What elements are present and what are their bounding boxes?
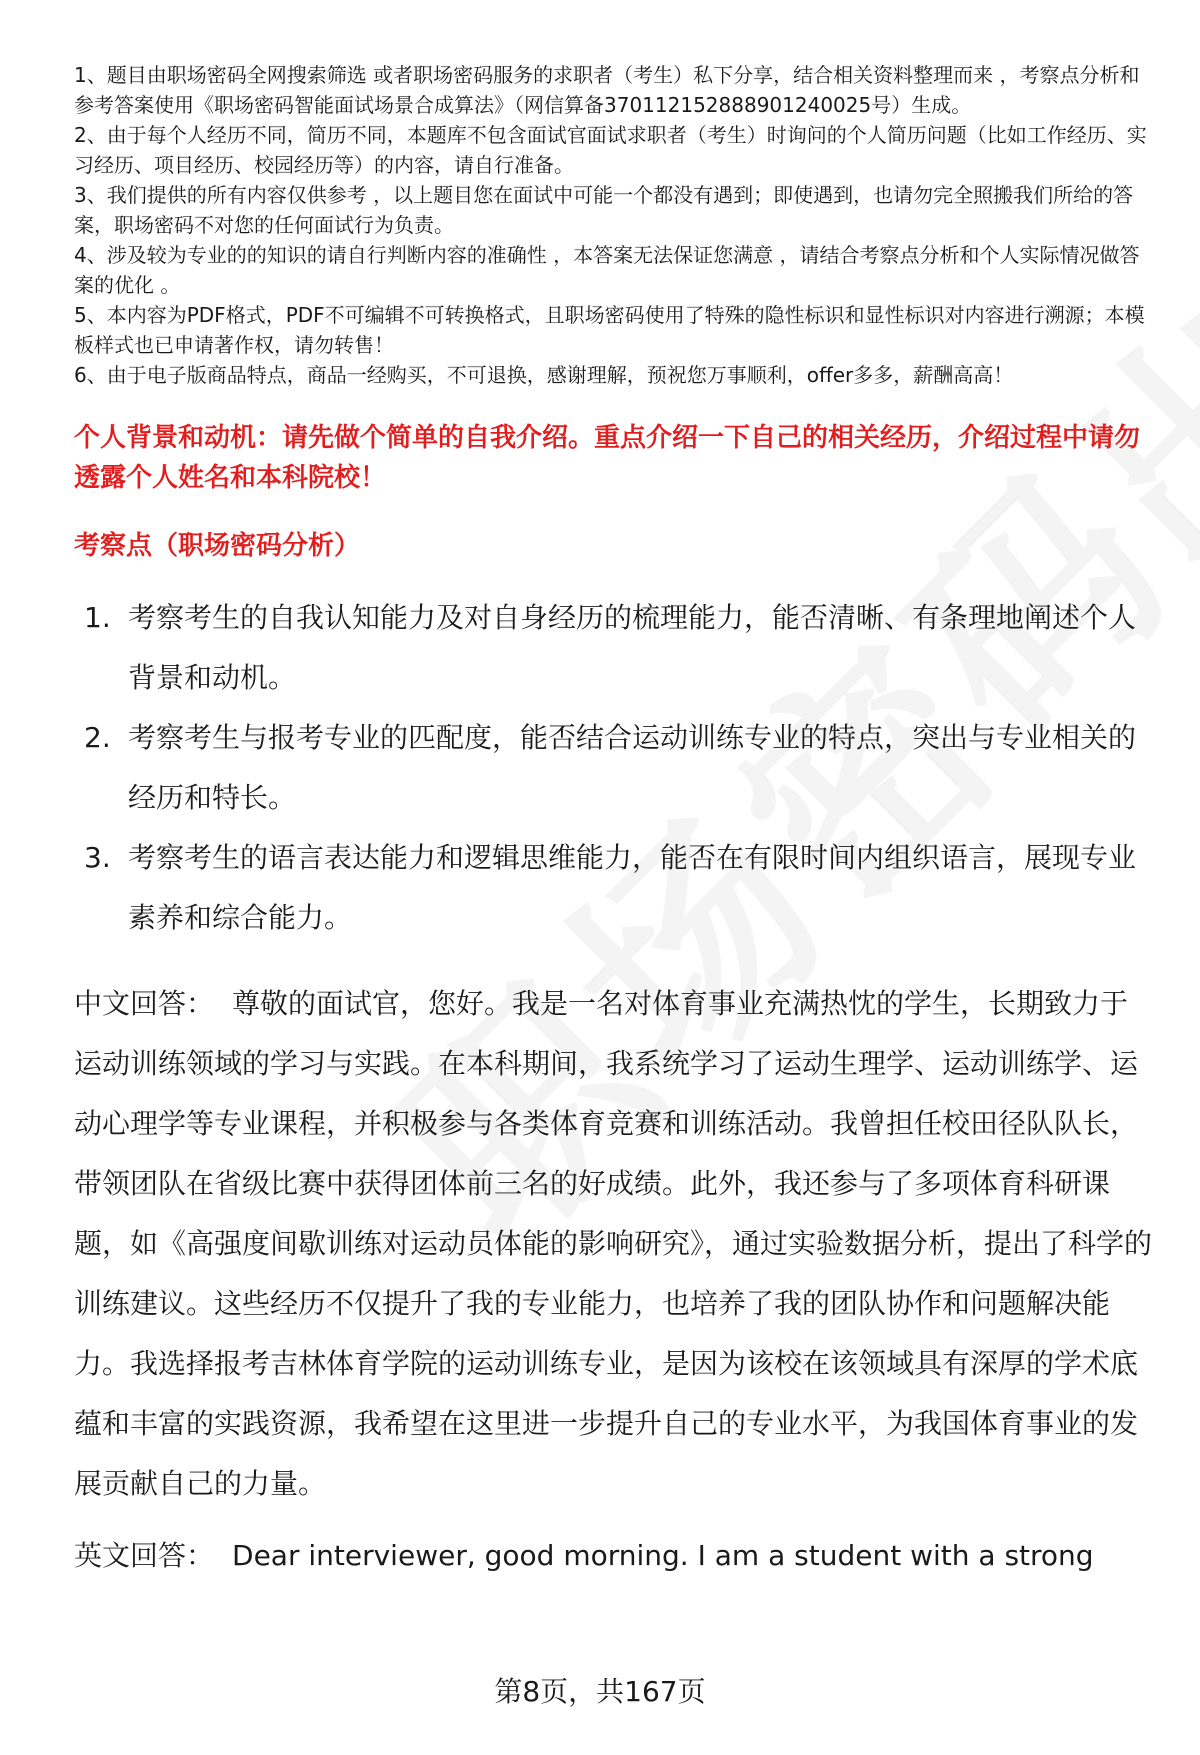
disclaimer-item: 1、题目由职场密码全网搜索筛选 或者职场密码服务的求职者（考生）私下分享，结合相关资料整理而来 ，考察点分析和参考答案使用《职场密码智能面试场景合成算法》（网信算备370112152888901240025号）生成。 xyxy=(74,63,1140,117)
analysis-item xyxy=(74,588,1154,708)
english-answer-text: Dear interviewer, good morning. I am a student with a strong xyxy=(232,1539,1094,1572)
analysis-item-text: 考察考生的自我认知能力及对自身经历的梳理能力，能否清晰、有条理地阐述个人背景和动机。 xyxy=(128,601,1137,694)
disclaimer-item: 3、我们提供的所有内容仅供参考 ，以上题目您在面试中可能一个都没有遇到；即使遇到，也请勿完全照搬我们所给的答案，职场密码不对您的任何面试行为负责。 xyxy=(74,183,1134,237)
disclaimer-item: 5、本内容为PDF格式，PDF不可编辑不可转换格式，且职场密码使用了特殊的隐性标识和显性标识对内容进行溯源；本模板样式也已申请著作权，请勿转售！ xyxy=(74,303,1145,357)
chinese-answer-text: 尊敬的面试官，您好。我是一名对体育事业充满热忱的学生，长期致力于运动训练领域的学习与实践。在本科期间，我系统学习了运动生理学、运动训练学、运动心理学等专业课程，并积极参与各类体育竞赛和训练活动。我曾担任校田径队队长，带领团队在省级比赛中获得团体前三名的好成绩。此外，我还参与了多项体育科研课题，如《高强度间歇训练对运动员体能的影响研究》，通过实验数据分析，提出了科学的训练建议。这些经历不仅提升了我的专业能力，也培养了我的团队协作和问题解决能力。我选择报考吉林体育学院的运动训练专业，是因为该校在该领域具有深厚的学术底蕴和丰富的实践资源，我希望在这里进一步提升自己的专业水平，为我国体育事业的发展贡献自己的力量。 xyxy=(74,987,1153,1500)
page-number: 第8页，共167页 xyxy=(494,1675,706,1708)
analysis-item-text: 考察考生与报考专业的匹配度，能否结合运动训练专业的特点，突出与专业相关的经历和特长。 xyxy=(128,721,1137,814)
english-answer-label: 英文回答： xyxy=(74,1539,215,1572)
disclaimer xyxy=(74,60,1154,390)
analysis-item-text: 考察考生的语言表达能力和逻辑思维能力，能否在有限时间内组织语言，展现专业素养和综合能力。 xyxy=(128,841,1137,934)
analysis-item-number: 3. xyxy=(84,841,111,874)
document-page xyxy=(74,60,1154,1586)
analysis-item-number: 1. xyxy=(84,601,111,634)
disclaimer-item: 2、由于每个人经历不同，简历不同，本题库不包含面试官面试求职者（考生）时询问的个人简历问题（比如工作经历、实习经历、项目经历、校园经历等）的内容，请自行准备。 xyxy=(74,123,1147,177)
analysis-item xyxy=(74,828,1154,948)
chinese-answer xyxy=(74,974,1154,1514)
english-answer xyxy=(74,1526,1154,1586)
chinese-answer-label: 中文回答： xyxy=(74,987,215,1020)
analysis-heading: 考察点（职场密码分析） xyxy=(74,531,361,561)
disclaimer-item: 6、由于电子版商品特点，商品一经购买，不可退换，感谢理解，预祝您万事顺利，offer多多，薪酬高高！ xyxy=(74,363,1014,387)
analysis-list xyxy=(74,588,1154,948)
analysis-item xyxy=(74,708,1154,828)
question-heading: 个人背景和动机：请先做个简单的自我介绍。重点介绍一下自己的相关经历，介绍过程中请勿透露个人姓名和本科院校！ xyxy=(74,423,1141,493)
analysis-item-number: 2. xyxy=(84,721,111,754)
disclaimer-item: 4、涉及较为专业的的知识的请自行判断内容的准确性 ，本答案无法保证您满意 ，请结合考察点分析和个人实际情况做答案的优化 。 xyxy=(74,243,1140,297)
